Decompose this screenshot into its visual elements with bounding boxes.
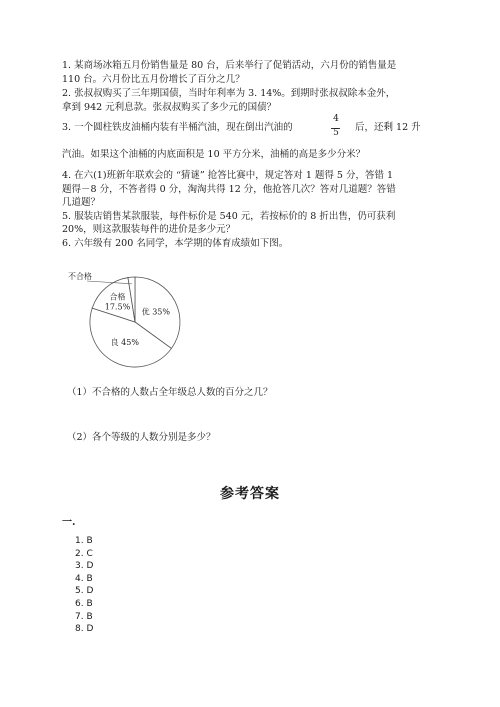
answer-item: 4. B [75,573,93,584]
q2-line2: 拿到 942 元利息款。张叔叔购买了多少元的国债？ [62,102,277,113]
q4-line3: 几道题？ [62,197,101,208]
q3-line1-part1: 3. 一个圆柱铁皮油桶内装有半桶汽油，现在倒出汽油的 [62,122,293,133]
answer-item: 6. B [75,599,93,609]
pie-chart [65,265,205,375]
answer-item: 8. D [75,624,94,635]
answer-item: 5. D [75,586,94,597]
pie-label-fail: 不合格 [68,272,92,281]
q1-line1: 1. 某商场冰箱五月份销售量是 80 台，后来举行了促销活动，六月份的销售量是 [62,60,397,71]
sub-question-2: （2）各个等级的人数分别是多少？ [67,432,216,443]
q3-line1-part2: 后，还剩 12 升 [355,122,421,133]
sub-question-1: （1）不合格的人数占全年级总人数的百分之几？ [67,387,273,398]
q5-line1: 5. 服装店销售某款服装，每件标价是 540 元，若按标价的 8 折出售，仍可获利 [62,211,396,222]
q3-line2: 汽油。如果这个油桶的内底面积是 10 平方分米，油桶的高是多少分米？ [62,149,366,160]
answer-item: 2. C [75,548,93,559]
answers-title: 参考答案 [220,486,280,502]
answer-item: 1. B [75,536,93,546]
pie-label-pass: 合格 [109,292,126,302]
q2-line1: 2. 张叔叔购买了三年期国债，当时年利率为 3. 14%。到期时张叔叔除本金外， [62,88,396,99]
pie-label-excellent: 优 35% [141,307,171,317]
q3-fraction-denominator: 5 [333,128,339,138]
pie-label-good: 良 45% [110,338,139,348]
q3-fraction-numerator: 4 [333,114,339,124]
q4-line2: 题得－8 分，不答者得 0 分，淘淘共得 12 分，他抢答几次？答对几道题？答错 [62,184,396,195]
answer-item: 3. D [75,561,94,572]
answers-section-label: 一. [62,517,76,528]
answer-item: 7. B [75,611,93,622]
q5-line2: 20%，则这款服装每件的进价是多少元？ [62,224,236,235]
q6-line1: 6. 六年级有 200 名同学，本学期的体育成绩如下图。 [62,238,289,249]
pie-label-pass-percent: 17.5% [104,302,131,312]
q4-line1: 4. 在六(1)班新年联欢会的 “猜谜” 抢答比赛中，规定答对 1 题得 5 分，答错 1 [62,170,394,181]
q1-line2: 110 台。六月份比五月份增长了百分之几？ [62,74,245,85]
